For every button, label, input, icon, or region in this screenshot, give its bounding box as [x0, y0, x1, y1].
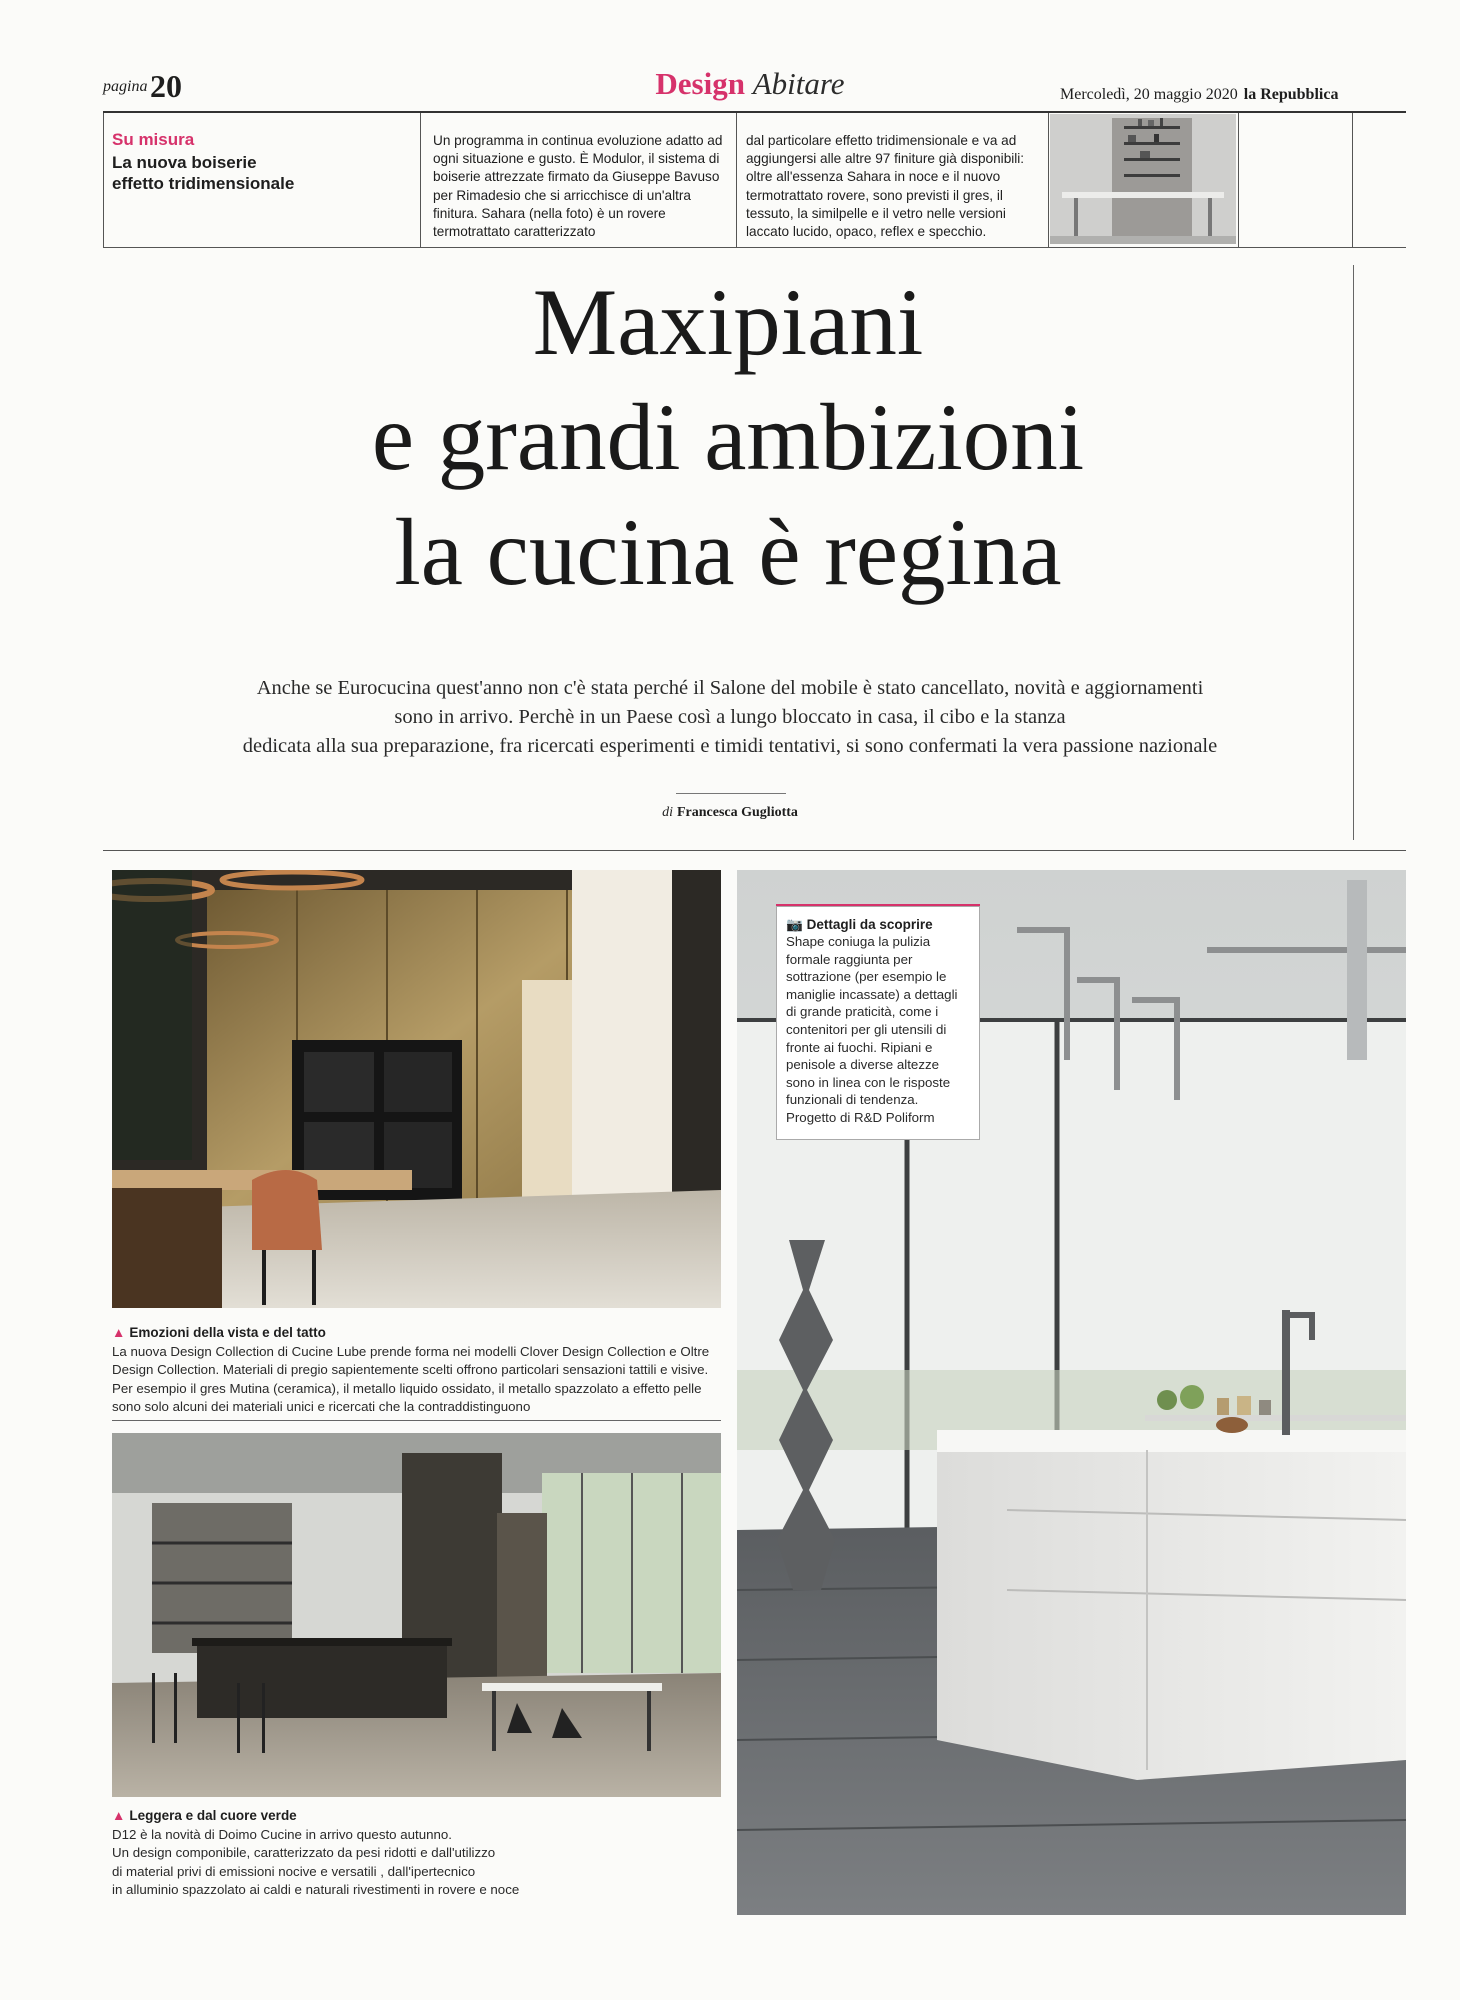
newspaper-name: la Repubblica: [1243, 86, 1339, 103]
caption-1-title: [112, 1325, 326, 1340]
dateline: [1060, 86, 1338, 104]
strip-column-2: dal particolare effetto tridimensionale e va ad aggiungersi alle altre 97 finiture già disponibili: oltre all'essenza Sahara in noce e il nuovo termotrattato rovere, sono previsti il gres, il tessuto, la similpelle e il vetro nelle versioni laccato lucido, opaco, reflex e specchio.: [746, 133, 1025, 240]
standfirst: [130, 674, 1330, 761]
column-divider: [736, 113, 737, 248]
triangle-icon: ▲: [112, 1325, 126, 1340]
standfirst-line-3: dedicata alla sua preparazione, fra ricercati esperimenti e timidi tentativi, si sono confermati la vera passione nazionale: [242, 735, 1218, 757]
caption-2-title: [112, 1808, 297, 1823]
byline: [560, 805, 900, 821]
headline-line-1: Maxipiani: [532, 269, 924, 375]
standfirst-line-2: sono in arrivo. Perchè in un Paese così a lungo bloccato in casa, il cibo e la stanza: [394, 706, 1066, 728]
caption-1-text: La nuova Design Collection di Cucine Lube prende forma nei modelli Clover Design Collection e Oltre Design Collection. Materiali di pregio sapientemente scelti offrono particolari sensazioni tattili e visive. Per esempio il gres Mutina (ceramica), il metallo liquido ossidato, il metallo spazzolato a effetto pelle sono solo alcuni dei materiali unici e ricercati che la contraddistinguono: [112, 1344, 710, 1414]
headline-right-rule: [1353, 265, 1354, 840]
section-title: [600, 66, 900, 102]
standfirst-line-1: Anche se Eurocucina quest'anno non c'è stata perché il Salone del mobile è stato cancellato, novità e aggiornamenti: [256, 677, 1204, 699]
column-divider: [1238, 113, 1239, 248]
section-title-design: Design: [655, 66, 745, 101]
caption-2-line: D12 è la novità di Doimo Cucine in arrivo questo autunno.: [112, 1827, 453, 1842]
headline: [103, 265, 1353, 610]
section-rule: [103, 850, 1406, 851]
byline-rule: [676, 793, 786, 794]
caption-rule: [112, 1420, 721, 1421]
caption-1-title-text: Emozioni della vista e del tatto: [129, 1325, 326, 1340]
headline-line-3: la cucina è regina: [394, 499, 1062, 605]
caption-2-line: di material privi di emissioni nocive e versatili , dall'ipertecnico: [112, 1863, 476, 1879]
callout-title-text: Dettagli da scoprire: [806, 917, 933, 932]
headline-line-2: e grandi ambizioni: [371, 384, 1085, 490]
column-divider: [1048, 113, 1049, 248]
caption-2-line: in alluminio spazzolato ai caldi e naturali rivestimenti in rovere e noce: [112, 1881, 520, 1897]
triangle-icon: ▲: [112, 1808, 126, 1823]
strip-kicker: Su misura: [112, 130, 195, 149]
camera-icon: 📷: [786, 917, 803, 932]
page-number: 20: [150, 68, 182, 104]
callout-box: [776, 906, 980, 1140]
caption-2-title-text: Leggera e dal cuore verde: [129, 1808, 297, 1823]
byline-prefix: di: [662, 805, 673, 820]
kitchen-photo-lube: [112, 870, 721, 1308]
strip-title: La nuova boiserie effetto tridimensionale: [112, 153, 295, 193]
kitchen-photo-doimo: [112, 1433, 721, 1797]
date: Mercoledì, 20 maggio 2020: [1060, 86, 1238, 103]
section-title-abitare: Abitare: [752, 66, 845, 101]
caption-2-line: Un design componibile, caratterizzato da pesi ridotti e dall'utilizzo: [112, 1845, 496, 1861]
callout-title: [786, 917, 971, 933]
author-name: Francesca Gugliotta: [676, 805, 798, 820]
strip-column-1: Un programma in continua evoluzione adatto ad ogni situazione e gusto. È Modulor, il sistema di boiserie attrezzate firmato da Giuseppe Bavuso per Rimadesio che si arricchisce di un'altra finitura. Sahara (nella foto) è un rovere termotrattato caratterizzato: [433, 133, 723, 240]
boiserie-photo: [1050, 114, 1236, 244]
column-divider: [1352, 113, 1353, 248]
column-divider: [420, 113, 421, 248]
callout-text: Shape coniuga la pulizia formale raggiunta per sottrazione (per esempio le maniglie incassate) a dettagli di grande praticità, come i contenitori per gli utensili di fronte ai fuochi. Ripiani e penisole a diverse altezze sono in linea con le risposte funzionali di tendenza. Progetto di R&D Poliform: [786, 934, 958, 1125]
caption-2-text: [112, 1826, 724, 1899]
page-label: pagina: [103, 78, 148, 95]
